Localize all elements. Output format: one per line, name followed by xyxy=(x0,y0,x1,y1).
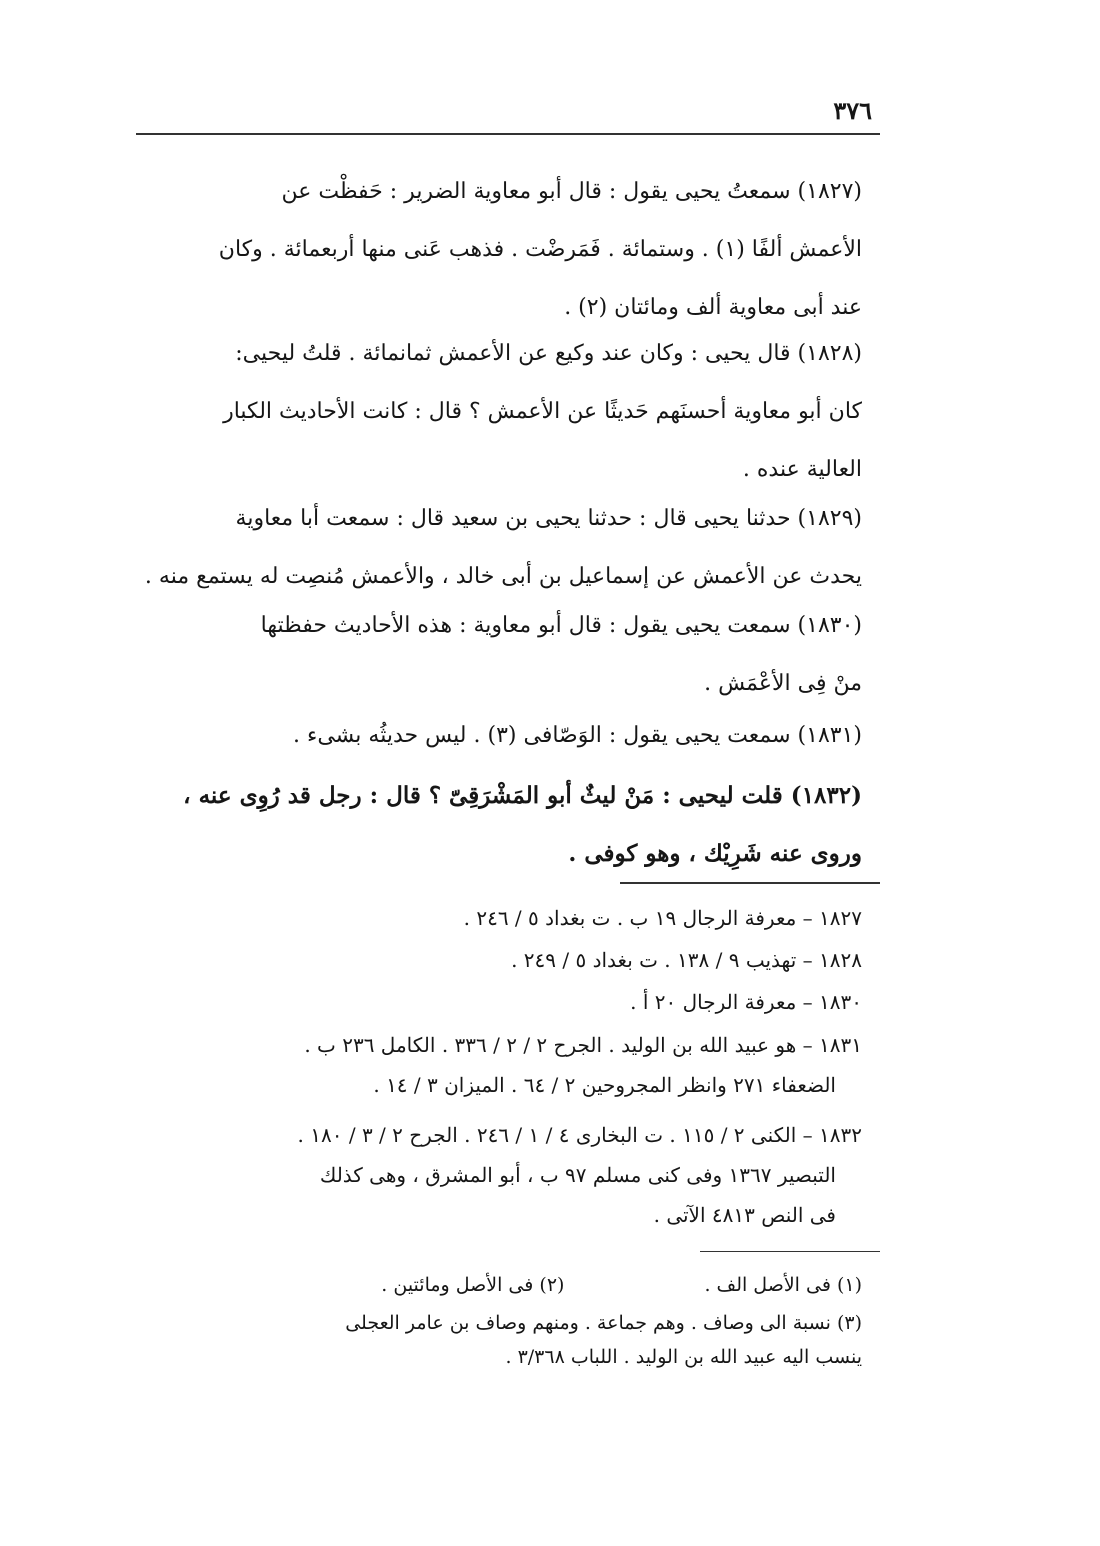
entry-1828: (١٨٢٨) قال يحيى : وكان عند وكيع عن الأعمش ثمانمائة . قلتُ ليحيى: كان أبو معاوية أحسنَهم حَديثًا عن الأعمش ؟ قال : كانت الأحاديث الكبار العالية عنده . xyxy=(223,341,862,482)
footnote-3: (٣) نسبة الى وصاف . وهم جماعة . ومنهم وصاف بن عامر العجلى ينسب اليه عبيد الله بن الوليد . اللباب ٣/٣٦٨ . xyxy=(345,1312,862,1368)
footnote-row-1-2 xyxy=(138,1268,862,1302)
source-note-1830: ١٨٣٠ – معرفة الرجال ٢٠ أ . xyxy=(630,990,862,1014)
source-note-1828: ١٨٢٨ – تهذيب ٩ / ١٣٨ . ت بغداد ٥ / ٢٤٩ . xyxy=(511,948,862,972)
entry-1827: (١٨٢٧) سمعتُ يحيى يقول : قال أبو معاوية الضرير : حَفظْت عن الأعمش ألفًا (١) . وستمائة . فَمَرضْت . فذهب عَنى منها أربعمائة . وكان عند أبى معاوية ألف ومائتان (٢) . xyxy=(218,179,862,320)
entry-1829: (١٨٢٩) حدثنا يحيى قال : حدثنا يحيى بن سعيد قال : سمعت أبا معاوية يحدث عن الأعمش عن إسماعيل بن أبى خالد ، والأعمش مُنصِت له يستمع منه . xyxy=(144,506,862,589)
source-note-1827: ١٨٢٧ – معرفة الرجال ١٩ ب . ت بغداد ٥ / ٢٤٦ . xyxy=(463,906,862,930)
page-number: ٣٧٦ xyxy=(833,96,872,125)
source-note-1832: ١٨٣٢ – الكنى ٢ / ١١٥ . ت البخارى ٤ / ١ / ٢٤٦ . الجرح ٢ / ٣ / ١٨٠ . التبصير ١٣٦٧ وفى كنى مسلم ٩٧ ب ، أبو المشرق ، وهى كذلك فى النص ٤٨١٣ الآتى . xyxy=(297,1123,862,1227)
notes-separator xyxy=(620,882,880,884)
header-rule xyxy=(136,133,880,135)
footnote-1: (١) فى الأصل الف . xyxy=(704,1274,862,1296)
entry-1831: (١٨٣١) سمعت يحيى يقول : الوَصّافى (٣) . ليس حديثُه بشىء . xyxy=(293,723,862,748)
source-note-1831: ١٨٣١ – هو عبيد الله بن الوليد . الجرح ٢ / ٢ / ٣٣٦ . الكامل ٢٣٦ ب . الضعفاء ٢٧١ وانظر المجروحين ٢ / ٦٤ . الميزان ٣ / ١٤ . xyxy=(304,1033,862,1097)
footnote-separator xyxy=(700,1251,880,1252)
footnote-2: (٢) فى الأصل ومائتين . xyxy=(381,1274,565,1296)
entry-1832: (١٨٣٢) قلت ليحيى : مَنْ ليثٌ أبو المَشْرَقِىّ ؟ قال : رجل قد رُوِى عنه ، وروى عنه شَرِيْك ، وهو كوفى . xyxy=(183,782,862,867)
entry-1830: (١٨٣٠) سمعت يحيى يقول : قال أبو معاوية : هذه الأحاديث حفظتها منْ فِى الأعْمَش . xyxy=(260,613,862,696)
